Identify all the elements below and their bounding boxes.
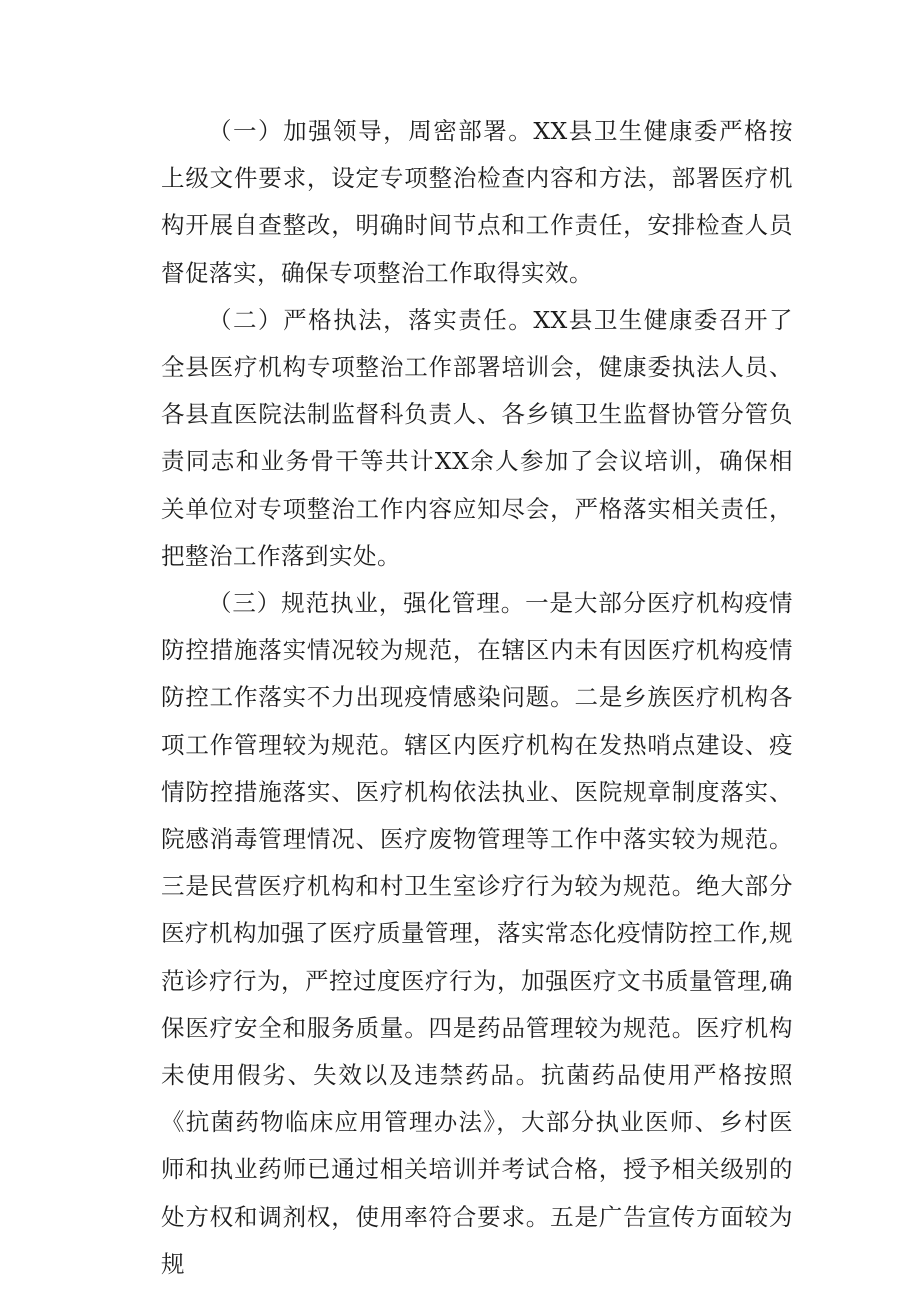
paragraph-3: （三）规范执业，强化管理。一是大部分医疗机构疫情防控措施落实情况较为规范，在辖区内未有因医疗机构疫情防控工作落实不力出现疫情感染问题。二是乡族医疗机构各项工作管理较为规范。辖区内医疗机构在发热哨点建设、疫情防控措施落实、医疗机构依法执业、医院规章制度落实、院感消毒管理情况、医疗废物管理等工作中落实较为规范。三是民营医疗机构和村卫生室诊疗行为较为规范。绝大部分医疗机构加强了医疗质量管理，落实常态化疫情防控工作,规范诊疗行为，严控过度医疗行为，加强医疗文书质量管理,确保医疗安全和服务质量。四是药品管理较为规范。医疗机构未使用假劣、失效以及违禁药品。抗菌药品使用严格按照《抗菌药物临床应用管理办法》，大部分执业医师、乡村医师和执业药师已通过相关培训并考试合格，授予相关级别的处方权和调剂权，使用率符合要求。五是广告宣传方面较为规 (161, 589, 793, 1278)
document-body (161, 108, 793, 1288)
paragraph-2: （二）严格执法，落实责任。XX县卫生健康委召开了全县医疗机构专项整治工作部署培训会，健康委执法人员、各县直医院法制监督科负责人、各乡镇卫生监督协管分管负责同志和业务骨干等共计XX余人参加了会议培训，确保相关单位对专项整治工作内容应知尽会，严格落实相关责任，把整治工作落到实处。 (161, 305, 793, 570)
paragraph-1: （一）加强领导，周密部署。XX县卫生健康委严格按上级文件要求，设定专项整治检查内容和方法，部署医疗机构开展自查整改，明确时间节点和工作责任，安排检查人员督促落实，确保专项整治工作取得实效。 (161, 117, 793, 287)
